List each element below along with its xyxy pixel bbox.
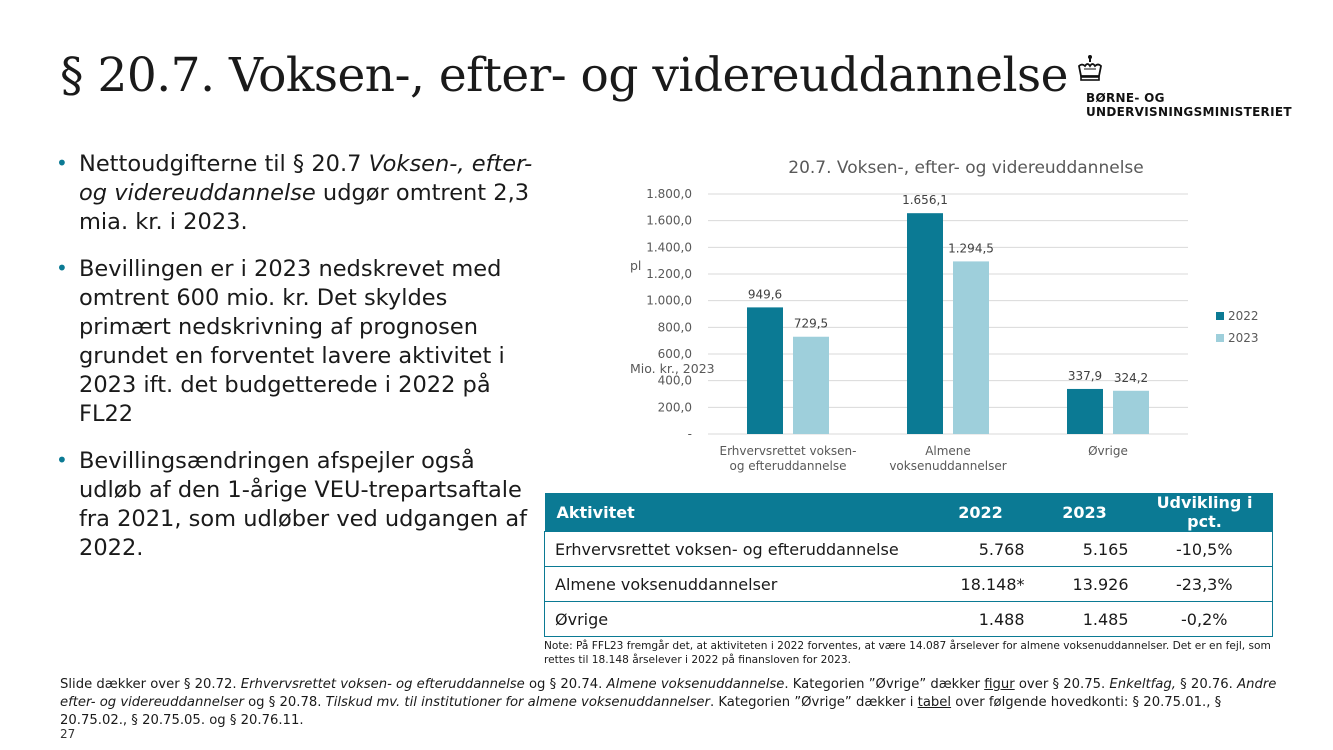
bar-2023: [793, 337, 829, 434]
slide-title: § 20.7. Voksen-, efter- og videreuddannelse: [60, 48, 1068, 103]
bullet-item: [56, 447, 536, 563]
y-tick-label: 600,0: [657, 347, 692, 361]
table-row: [545, 602, 1273, 637]
logo-text-line2: UNDERVISNINGSMINISTERIET: [1086, 105, 1292, 119]
chart-title: 20.7. Voksen-, efter- og videreuddannelse: [788, 158, 1144, 178]
activity-table: [544, 493, 1273, 637]
data-label: 729,5: [793, 316, 829, 331]
x-tick-label: og efteruddannelse: [729, 459, 847, 473]
bullet-text: Bevillingsændringen afspejler også udløb af den 1-årige VEU-trepartsaftale fra 2021, som udløber ved udgangen af 2022.: [79, 448, 528, 561]
legend-swatch: [1216, 334, 1224, 342]
table-header-cell: Aktivitet: [545, 493, 929, 532]
x-tick-label: voksenuddannelser: [889, 459, 1007, 473]
crown-icon: [1074, 54, 1106, 86]
y-tick-label: 400,0: [657, 373, 692, 388]
data-label: 324,2: [1113, 370, 1149, 385]
figur-link: figur: [984, 677, 1015, 692]
bar-2023: [953, 261, 989, 434]
bar-2022: [907, 213, 943, 434]
table-cell: -10,5%: [1137, 532, 1273, 567]
bullet-dot-icon: •: [56, 448, 68, 472]
data-label: 949,6: [747, 287, 783, 302]
table-cell: 1.488: [929, 602, 1033, 637]
bullet-item: [56, 255, 536, 429]
bullet-text: Nettoudgifterne til § 20.7: [79, 151, 369, 177]
table-cell: 5.768: [929, 532, 1033, 567]
table-cell: 5.165: [1033, 532, 1137, 567]
bar-2022: [747, 307, 783, 434]
table-cell: 13.926: [1033, 567, 1137, 602]
x-tick-label: Øvrige: [1088, 444, 1128, 458]
y-axis-label-top: pl: [630, 258, 642, 273]
table-note: Note: På FFL23 fremgår det, at aktiviteten i 2022 forventes, at være 14.087 årselever for almene voksenuddannelser. Det er en fejl, som rettes til 18.148 årselever i 2022 på finansloven for 2023.: [544, 640, 1271, 666]
x-tick-label: Erhvervsrettet voksen-: [719, 444, 857, 458]
bar-2023: [1113, 391, 1149, 434]
bullet-list: [56, 150, 536, 581]
y-tick-label: 1.600,0: [646, 213, 692, 228]
y-tick-label: 1.800,0: [646, 187, 692, 201]
table-header-row: [545, 493, 1273, 532]
legend-label: 2023: [1228, 331, 1259, 345]
logo-text-line1: BØRNE- OG: [1086, 91, 1165, 105]
footer-text: Slide dækker over § 20.72. Erhvervsrettet voksen- og efteruddannelse og § 20.74. Almene voksenuddannelse. Kategorien ”Øvrige” dækker figur over § 20.75. Enkeltfag, § 20.76. Andre efter- og videreuddannelser og § 20.78. Tilskud mv. til institutioner for almene voksenuddannelser. Kategorien ”Øvrige” dækker i tabel over følgende hovedkonti: § 20.75.01., § 20.75.02., § 20.75.05. og § 20.76.11.: [60, 677, 1277, 728]
legend-swatch: [1216, 312, 1224, 320]
chart-svg: [620, 150, 1270, 485]
table-header-cell: 2023: [1033, 493, 1137, 532]
y-tick-label: 200,0: [657, 400, 692, 415]
y-tick-label: 1.000,0: [646, 293, 692, 308]
data-label: 1.294,5: [948, 241, 994, 256]
table-header-cell: Udvikling i pct.: [1137, 493, 1273, 532]
bullet-item: [56, 150, 536, 237]
y-tick-label: -: [687, 427, 692, 441]
bar-chart: [620, 150, 1270, 485]
table-row: [545, 532, 1273, 567]
bullet-text-end: udgør omtrent 2,3 mia. kr. i 2023.: [79, 180, 530, 235]
table-cell: -23,3%: [1137, 567, 1273, 602]
data-label: 1.656,1: [902, 193, 948, 208]
bullet-emphasis: Voksen-, efter- og videreuddannelse: [79, 151, 533, 206]
table-cell: -0,2%: [1137, 602, 1273, 637]
table-cell: Øvrige: [545, 602, 929, 637]
bullet-dot-icon: •: [56, 151, 68, 175]
bullet-text: Bevillingen er i 2023 nedskrevet med omtrent 600 mio. kr. Det skyldes primært nedskrivning af prognosen grundet en forventet lavere aktivitet i 2023 ift. det budgetterede i 2022 på FL22: [79, 256, 505, 427]
table-header-cell: 2022: [929, 493, 1033, 532]
table-cell: 18.148*: [929, 567, 1033, 602]
y-tick-label: 1.200,0: [646, 267, 692, 281]
bullet-dot-icon: •: [56, 256, 68, 280]
legend-label: 2022: [1228, 309, 1259, 323]
table-cell: 1.485: [1033, 602, 1137, 637]
tabel-link: tabel: [917, 695, 952, 710]
table-row: [545, 567, 1273, 602]
y-tick-label: 1.400,0: [646, 240, 692, 255]
data-label: 337,9: [1067, 368, 1103, 383]
y-tick-label: 800,0: [657, 320, 692, 335]
table-cell: Almene voksenuddannelser: [545, 567, 929, 602]
bar-2022: [1067, 389, 1103, 434]
y-axis-label: Mio. kr., 2023: [630, 361, 715, 376]
page-number: 27: [60, 727, 76, 741]
x-tick-label: Almene: [925, 444, 971, 458]
table-cell: Erhvervsrettet voksen- og efteruddannelse: [545, 532, 929, 567]
